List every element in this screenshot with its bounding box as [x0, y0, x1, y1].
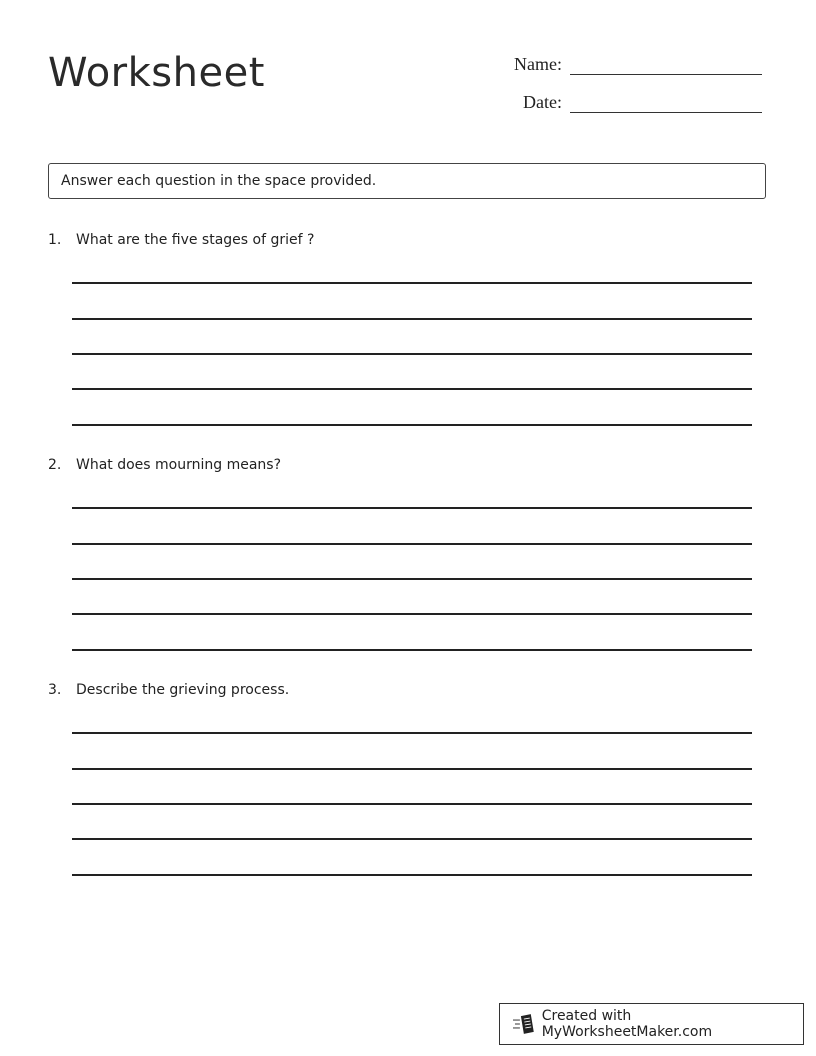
date-input-line[interactable] [570, 94, 762, 113]
question-1 [48, 232, 768, 248]
instructions-text: Answer each question in the space provided. [61, 173, 377, 189]
instructions-box [48, 163, 766, 199]
answer-line[interactable] [72, 803, 752, 805]
question-number: 1. [48, 232, 62, 248]
question-text: Describe the grieving process. [76, 682, 290, 698]
answer-line[interactable] [72, 874, 752, 876]
name-field[interactable] [502, 54, 762, 75]
answer-line[interactable] [72, 282, 752, 284]
answer-line[interactable] [72, 353, 752, 355]
question-number: 3. [48, 682, 62, 698]
date-field[interactable] [502, 92, 762, 113]
answer-line[interactable] [72, 388, 752, 390]
answer-line[interactable] [72, 732, 752, 734]
page-title: Worksheet [48, 50, 265, 96]
question-number: 2. [48, 457, 62, 473]
name-label: Name: [514, 54, 562, 74]
answer-line[interactable] [72, 649, 752, 651]
question-3 [48, 682, 768, 698]
worksheet-logo-icon [512, 1013, 536, 1035]
answer-line[interactable] [72, 318, 752, 320]
answer-line[interactable] [72, 543, 752, 545]
answer-line[interactable] [72, 838, 752, 840]
answer-line[interactable] [72, 507, 752, 509]
question-2 [48, 457, 768, 473]
date-label: Date: [523, 92, 562, 112]
answer-line[interactable] [72, 768, 752, 770]
footer-text: Created with MyWorksheetMaker.com [541, 1008, 713, 1040]
answer-line[interactable] [72, 424, 752, 426]
answer-line[interactable] [72, 578, 752, 580]
question-text: What are the five stages of grief ? [76, 232, 315, 248]
name-input-line[interactable] [570, 56, 762, 75]
footer-badge[interactable] [499, 1003, 804, 1045]
answer-line[interactable] [72, 613, 752, 615]
question-text: What does mourning means? [76, 457, 282, 473]
